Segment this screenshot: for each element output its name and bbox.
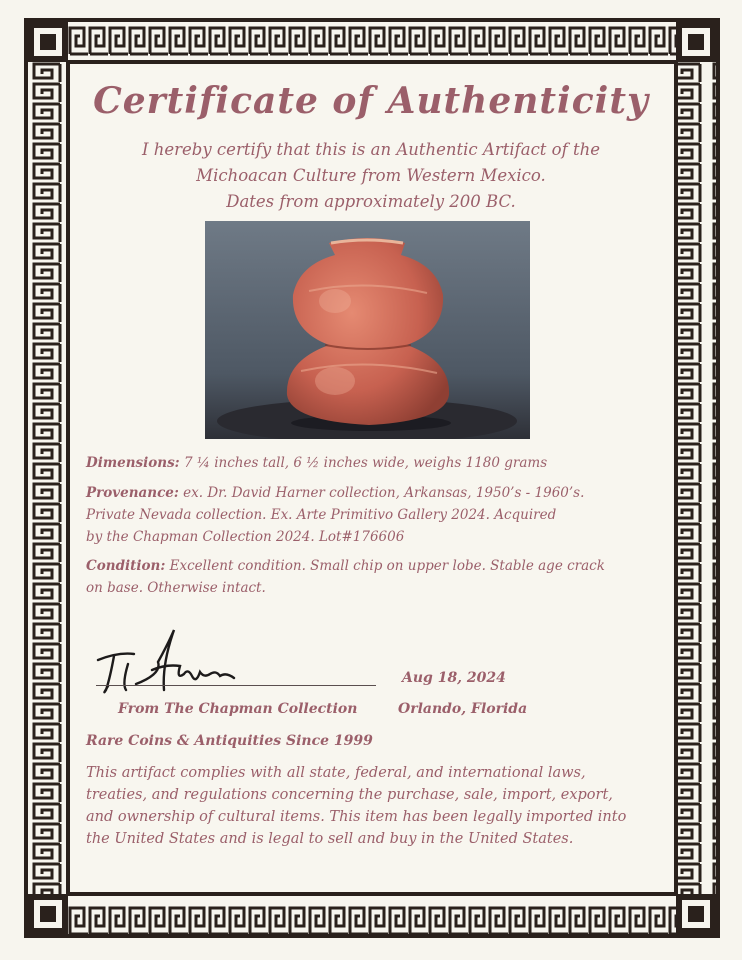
intro-line-2: Michoacan Culture from Western Mexico.	[196, 166, 546, 185]
legal-line-4: the United States and is legal to sell and buy in the United States.	[86, 831, 574, 847]
provenance-line-1: ex. Dr. David Harner collection, Arkansas, 1950’s - 1960’s.	[178, 485, 585, 501]
artifact-photo	[205, 221, 530, 439]
legal-text	[86, 762, 656, 850]
legal-line-3: and ownership of cultural items. This item has been legally imported into	[86, 809, 627, 825]
handwritten-signature	[92, 624, 242, 704]
tagline: Rare Coins & Antiquities Since 1999	[86, 733, 373, 749]
legal-line-1: This artifact complies with all state, federal, and international laws,	[86, 765, 586, 781]
condition-line-1: Excellent condition. Small chip on upper lobe. Stable age crack	[165, 558, 605, 574]
location: Orlando, Florida	[398, 701, 528, 717]
provenance	[86, 482, 656, 548]
provenance-label: Provenance:	[86, 485, 179, 501]
dimensions-text: 7 ¼ inches tall, 6 ½ inches wide, weighs 1180 grams	[179, 455, 548, 471]
dimensions-label: Dimensions:	[86, 455, 180, 471]
legal-line-2: treaties, and regulations concerning the purchase, sale, import, export,	[86, 787, 613, 803]
condition-line-2: on base. Otherwise intact.	[86, 580, 266, 596]
condition-label: Condition:	[86, 558, 166, 574]
provenance-line-3: by the Chapman Collection 2024. Lot#176606	[86, 529, 405, 545]
signature-line	[96, 685, 376, 686]
condition	[86, 555, 656, 599]
intro-line-3: Dates from approximately 200 BC.	[226, 192, 516, 211]
certificate-title: Certificate of Authenticity	[93, 80, 649, 122]
intro-line-1: I hereby certify that this is an Authentic Artifact of the	[142, 140, 600, 159]
provenance-line-2: Private Nevada collection. Ex. Arte Primitivo Gallery 2024. Acquired	[86, 507, 557, 523]
signature-date: Aug 18, 2024	[402, 670, 506, 686]
dimensions	[86, 452, 656, 474]
collection-name: From The Chapman Collection	[118, 701, 358, 717]
